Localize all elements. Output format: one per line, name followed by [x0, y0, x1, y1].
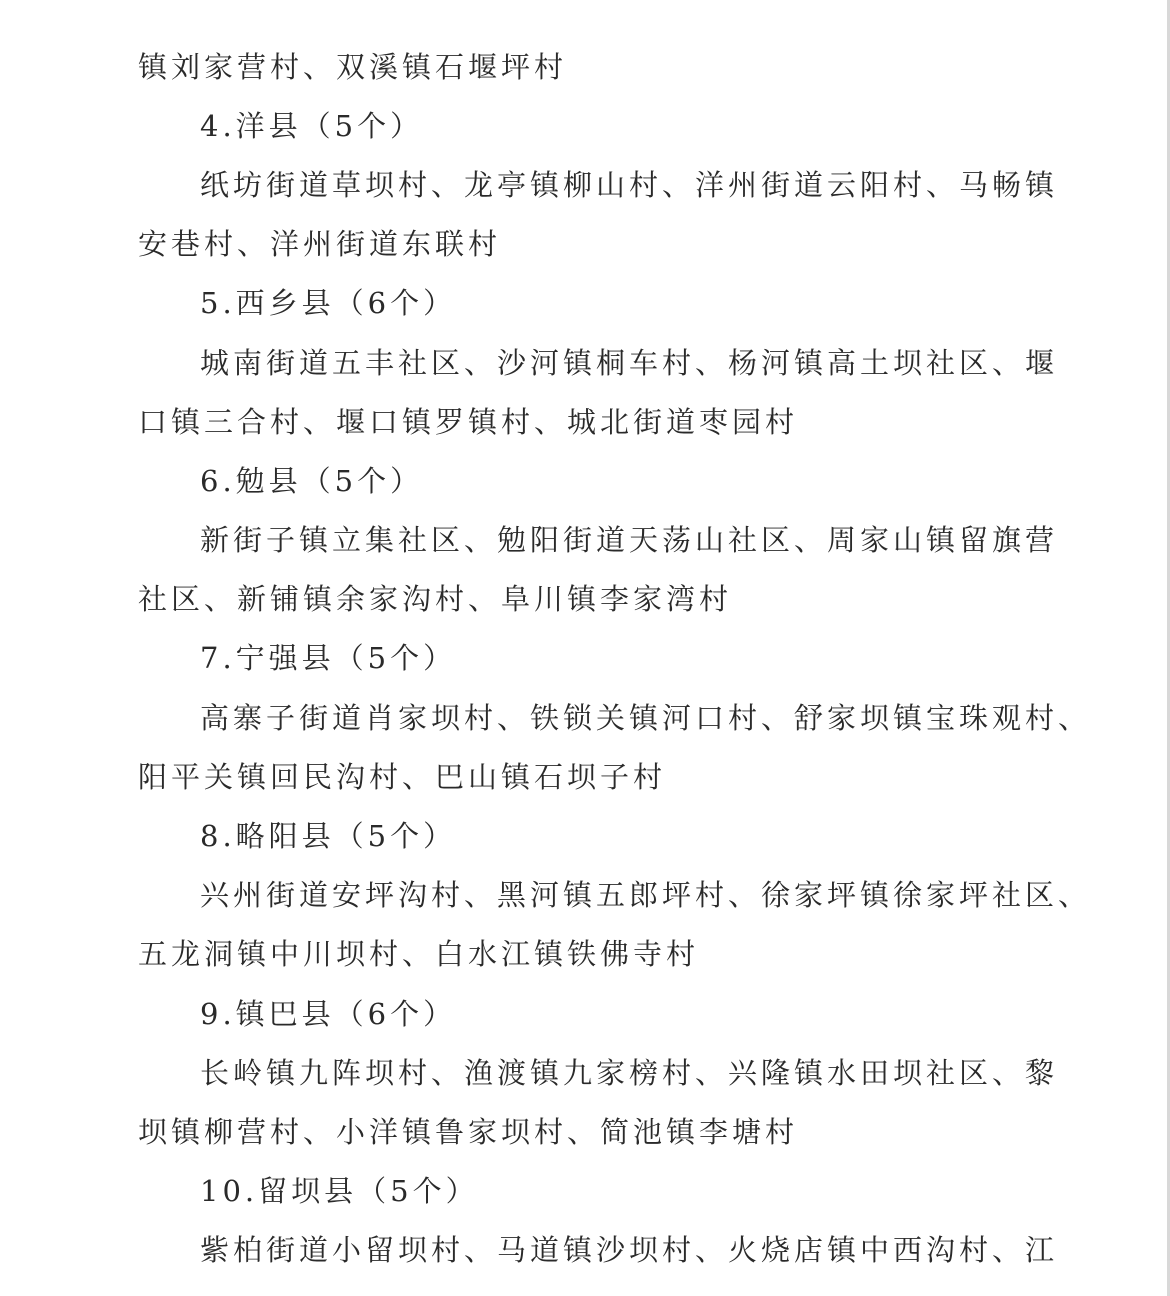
- text-line: 纸坊街道草坝村、龙亭镇柳山村、洋州街道云阳村、马畅镇: [200, 168, 1059, 202]
- text-line: 五龙洞镇中川坝村、白水江镇铁佛寺村: [138, 937, 700, 971]
- text-line: 长岭镇九阵坝村、渔渡镇九家榜村、兴隆镇水田坝社区、黎: [200, 1056, 1059, 1090]
- text-line: 阳平关镇回民沟村、巴山镇石坝子村: [138, 760, 667, 794]
- text-line: 高寨子街道肖家坝村、铁锁关镇河口村、舒家坝镇宝珠观村、: [200, 701, 1092, 735]
- text-line: 兴州街道安坪沟村、黑河镇五郎坪村、徐家坪镇徐家坪社区、: [200, 878, 1092, 912]
- text-line: 紫柏街道小留坝村、马道镇沙坝村、火烧店镇中西沟村、江: [200, 1233, 1059, 1267]
- text-line: 新街子镇立集社区、勉阳街道天荡山社区、周家山镇留旗营: [200, 523, 1059, 557]
- county-heading: 6.勉县（5个）: [200, 464, 424, 498]
- text-line: 镇刘家营村、双溪镇石堰坪村: [138, 50, 568, 84]
- county-heading: 7.宁强县（5个）: [200, 641, 457, 675]
- text-line: 社区、新铺镇余家沟村、阜川镇李家湾村: [138, 582, 733, 616]
- text-line: 坝镇柳营村、小洋镇鲁家坝村、简池镇李塘村: [138, 1115, 799, 1149]
- text-line: 城南街道五丰社区、沙河镇桐车村、杨河镇高土坝社区、堰: [200, 346, 1059, 380]
- text-line: 安巷村、洋州街道东联村: [138, 227, 502, 261]
- county-heading: 5.西乡县（6个）: [200, 286, 457, 320]
- text-line: 口镇三合村、堰口镇罗镇村、城北街道枣园村: [138, 405, 799, 439]
- county-heading: 4.洋县（5个）: [200, 109, 424, 143]
- county-heading: 10.留坝县（5个）: [200, 1174, 479, 1208]
- county-heading: 8.略阳县（5个）: [200, 819, 457, 853]
- county-heading: 9.镇巴县（6个）: [200, 997, 457, 1031]
